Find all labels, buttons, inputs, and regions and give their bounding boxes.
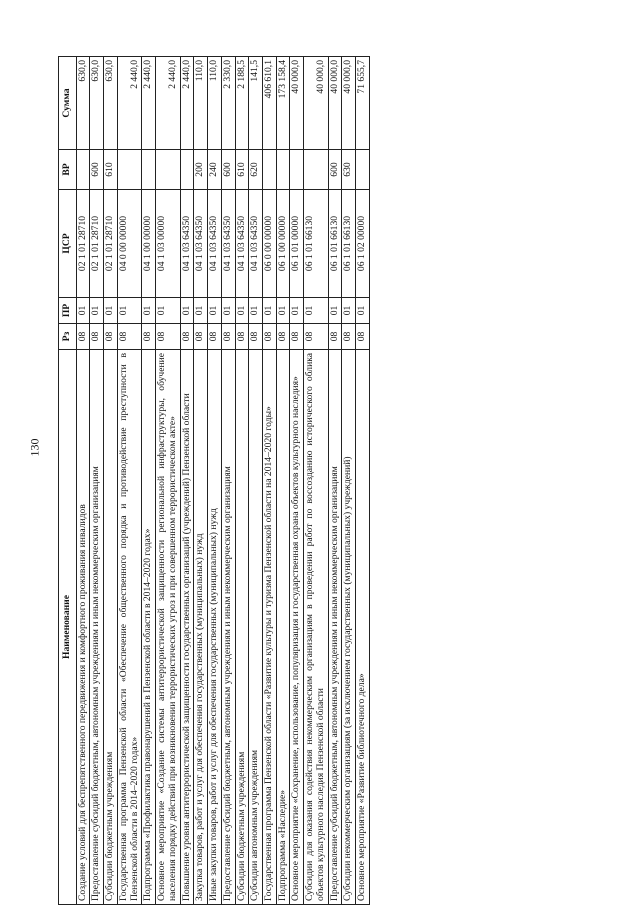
cell-rz: 08 <box>208 324 222 350</box>
table-row <box>276 57 290 905</box>
cell-name: Субсидии бюджетным учреждениям <box>235 350 249 905</box>
cell-pr: 01 <box>356 298 370 324</box>
cell-sum: 141,5 <box>249 57 263 150</box>
cell-name: Основное мероприятие «Развитие библиотечного дела» <box>356 350 370 905</box>
cell-name: Подпрограмма «Профилактика правонарушений в Пензенской области в 2014–2020 годах» <box>142 350 156 905</box>
cell-csr: 04 1 03 64350 <box>249 190 263 298</box>
cell-csr: 04 1 03 64350 <box>194 190 208 298</box>
cell-rz: 08 <box>356 324 370 350</box>
cell-name: Предоставление субсидий бюджетным, автономным учреждениям и иным некоммерческим организациям <box>221 350 235 905</box>
cell-sum: 2 440,0 <box>117 57 141 150</box>
cell-pr: 01 <box>142 298 156 324</box>
cell-csr: 06 1 00 00000 <box>276 190 290 298</box>
cell-rz: 08 <box>221 324 235 350</box>
cell-sum: 2 330,0 <box>221 57 235 150</box>
header-csr: ЦСР <box>59 190 77 298</box>
table-row <box>356 57 370 905</box>
header-vr: ВР <box>59 150 77 190</box>
cell-vr <box>263 150 277 190</box>
cell-csr: 02 1 01 28710 <box>104 190 118 298</box>
table-row <box>142 57 156 905</box>
cell-csr: 06 0 00 00000 <box>263 190 277 298</box>
cell-vr <box>304 150 328 190</box>
table-row <box>290 57 304 905</box>
table-row <box>304 57 328 905</box>
table-row <box>328 57 342 905</box>
cell-rz: 08 <box>342 324 356 350</box>
cell-pr: 01 <box>208 298 222 324</box>
table-row <box>221 57 235 905</box>
cell-vr <box>142 150 156 190</box>
cell-name: Иные закупки товаров, работ и услуг для обеспечения государственных (муниципальных) нужд <box>208 350 222 905</box>
cell-sum: 630,0 <box>104 57 118 150</box>
cell-sum: 71 655,7 <box>356 57 370 150</box>
header-rz: Рз <box>59 324 77 350</box>
cell-csr: 04 1 03 64350 <box>235 190 249 298</box>
cell-rz: 08 <box>304 324 328 350</box>
header-name: Наименование <box>59 350 77 905</box>
cell-sum: 630,0 <box>90 57 104 150</box>
cell-rz: 08 <box>90 324 104 350</box>
cell-sum: 110,0 <box>194 57 208 150</box>
cell-pr: 01 <box>194 298 208 324</box>
cell-csr: 04 1 03 00000 <box>156 190 180 298</box>
cell-rz: 08 <box>263 324 277 350</box>
cell-sum: 2 440,0 <box>142 57 156 150</box>
table-row <box>104 57 118 905</box>
budget-table <box>58 56 370 905</box>
cell-name: Предоставление субсидий бюджетным, автономным учреждениям и иным некоммерческим организациям <box>328 350 342 905</box>
cell-name: Государственная программа Пензенской области «Обеспечение общественного порядка и противодействие преступности в Пензенской области в 2014–2020 годах» <box>117 350 141 905</box>
cell-vr <box>76 150 90 190</box>
cell-pr: 01 <box>221 298 235 324</box>
table-row <box>194 57 208 905</box>
cell-sum: 173 158,4 <box>276 57 290 150</box>
cell-csr: 02 1 01 28710 <box>90 190 104 298</box>
cell-csr: 04 1 03 64350 <box>221 190 235 298</box>
budget-table-page <box>58 57 625 905</box>
cell-vr <box>180 150 194 190</box>
cell-pr: 01 <box>90 298 104 324</box>
cell-sum: 40 000,0 <box>342 57 356 150</box>
cell-sum: 406 610,1 <box>263 57 277 150</box>
table-row <box>90 57 104 905</box>
cell-csr: 06 1 01 66130 <box>328 190 342 298</box>
cell-vr: 240 <box>208 150 222 190</box>
table-row <box>156 57 180 905</box>
cell-vr: 630 <box>342 150 356 190</box>
cell-csr: 02 1 01 28710 <box>76 190 90 298</box>
table-row <box>208 57 222 905</box>
cell-rz: 08 <box>76 324 90 350</box>
cell-vr <box>356 150 370 190</box>
cell-vr: 600 <box>328 150 342 190</box>
cell-name: Основное мероприятие «Сохранение, использование, популяризация и государственная охрана объектов культурного наследия» <box>290 350 304 905</box>
cell-name: Предоставление субсидий бюджетным, автономным учреждениям и иным некоммерческим организациям <box>90 350 104 905</box>
cell-rz: 08 <box>194 324 208 350</box>
cell-sum: 2 440,0 <box>156 57 180 150</box>
cell-name: Субсидии некоммерческим организациям (за исключением государственных (муниципальных) учреждений) <box>342 350 356 905</box>
cell-rz: 08 <box>117 324 141 350</box>
cell-vr: 600 <box>221 150 235 190</box>
table-row <box>180 57 194 905</box>
cell-pr: 01 <box>328 298 342 324</box>
table-row <box>76 57 90 905</box>
cell-rz: 08 <box>104 324 118 350</box>
table-row <box>117 57 141 905</box>
cell-vr: 610 <box>235 150 249 190</box>
cell-name: Основное мероприятие «Создание системы антитеррористической защищенности региональной инфраструктуры, обучение населения порядку действий при возникновении террористических угроз и при совершенном террористическом акте» <box>156 350 180 905</box>
cell-vr: 620 <box>249 150 263 190</box>
cell-pr: 01 <box>156 298 180 324</box>
cell-csr: 04 1 03 64350 <box>180 190 194 298</box>
table-row <box>249 57 263 905</box>
table-row <box>342 57 356 905</box>
cell-vr: 600 <box>90 150 104 190</box>
cell-pr: 01 <box>342 298 356 324</box>
cell-csr: 04 0 00 00000 <box>117 190 141 298</box>
cell-vr <box>117 150 141 190</box>
cell-csr: 04 1 00 00000 <box>142 190 156 298</box>
cell-pr: 01 <box>276 298 290 324</box>
cell-csr: 06 1 02 00000 <box>356 190 370 298</box>
cell-name: Создание условий для беспрепятственного передвижения и комфортного проживания инвалидов <box>76 350 90 905</box>
cell-pr: 01 <box>263 298 277 324</box>
cell-vr <box>290 150 304 190</box>
table-header-row <box>59 57 77 905</box>
header-pr: ПР <box>59 298 77 324</box>
cell-rz: 08 <box>328 324 342 350</box>
cell-name: Субсидии для оказания содействия некоммерческим организациям в проведении работ по воссозданию исторического облика объектов культурного наследия Пензенской области <box>304 350 328 905</box>
cell-name: Повышение уровня антитеррористической защищенности государственных организаций (учреждений) Пензенской области <box>180 350 194 905</box>
cell-sum: 110,0 <box>208 57 222 150</box>
cell-rz: 08 <box>235 324 249 350</box>
cell-rz: 08 <box>142 324 156 350</box>
cell-pr: 01 <box>249 298 263 324</box>
cell-name: Закупка товаров, работ и услуг для обеспечения государственных (муниципальных) нужд <box>194 350 208 905</box>
cell-rz: 08 <box>290 324 304 350</box>
cell-pr: 01 <box>235 298 249 324</box>
cell-vr <box>156 150 180 190</box>
cell-rz: 08 <box>156 324 180 350</box>
cell-csr: 06 1 01 66130 <box>304 190 328 298</box>
cell-sum: 40 000,0 <box>328 57 342 150</box>
cell-sum: 40 000,0 <box>304 57 328 150</box>
cell-vr: 610 <box>104 150 118 190</box>
cell-csr: 06 1 01 66130 <box>342 190 356 298</box>
cell-name: Субсидии автономным учреждениям <box>249 350 263 905</box>
cell-rz: 08 <box>180 324 194 350</box>
table-row <box>263 57 277 905</box>
cell-pr: 01 <box>290 298 304 324</box>
cell-pr: 01 <box>104 298 118 324</box>
cell-sum: 2 440,0 <box>180 57 194 150</box>
page-number: 130 <box>27 438 42 457</box>
cell-vr: 200 <box>194 150 208 190</box>
cell-csr: 06 1 01 00000 <box>290 190 304 298</box>
cell-sum: 40 000,0 <box>290 57 304 150</box>
cell-pr: 01 <box>117 298 141 324</box>
cell-pr: 01 <box>304 298 328 324</box>
cell-rz: 08 <box>249 324 263 350</box>
cell-name: Подпрограмма «Наследие» <box>276 350 290 905</box>
table-row <box>235 57 249 905</box>
cell-sum: 630,0 <box>76 57 90 150</box>
cell-name: Субсидии бюджетным учреждениям <box>104 350 118 905</box>
cell-pr: 01 <box>76 298 90 324</box>
cell-csr: 04 1 03 64350 <box>208 190 222 298</box>
cell-rz: 08 <box>276 324 290 350</box>
cell-pr: 01 <box>180 298 194 324</box>
cell-name: Государственная программа Пензенской области «Развитие культуры и туризма Пензенской области на 2014–2020 годы» <box>263 350 277 905</box>
header-sum: Сумма <box>59 57 77 150</box>
cell-sum: 2 188,5 <box>235 57 249 150</box>
cell-vr <box>276 150 290 190</box>
